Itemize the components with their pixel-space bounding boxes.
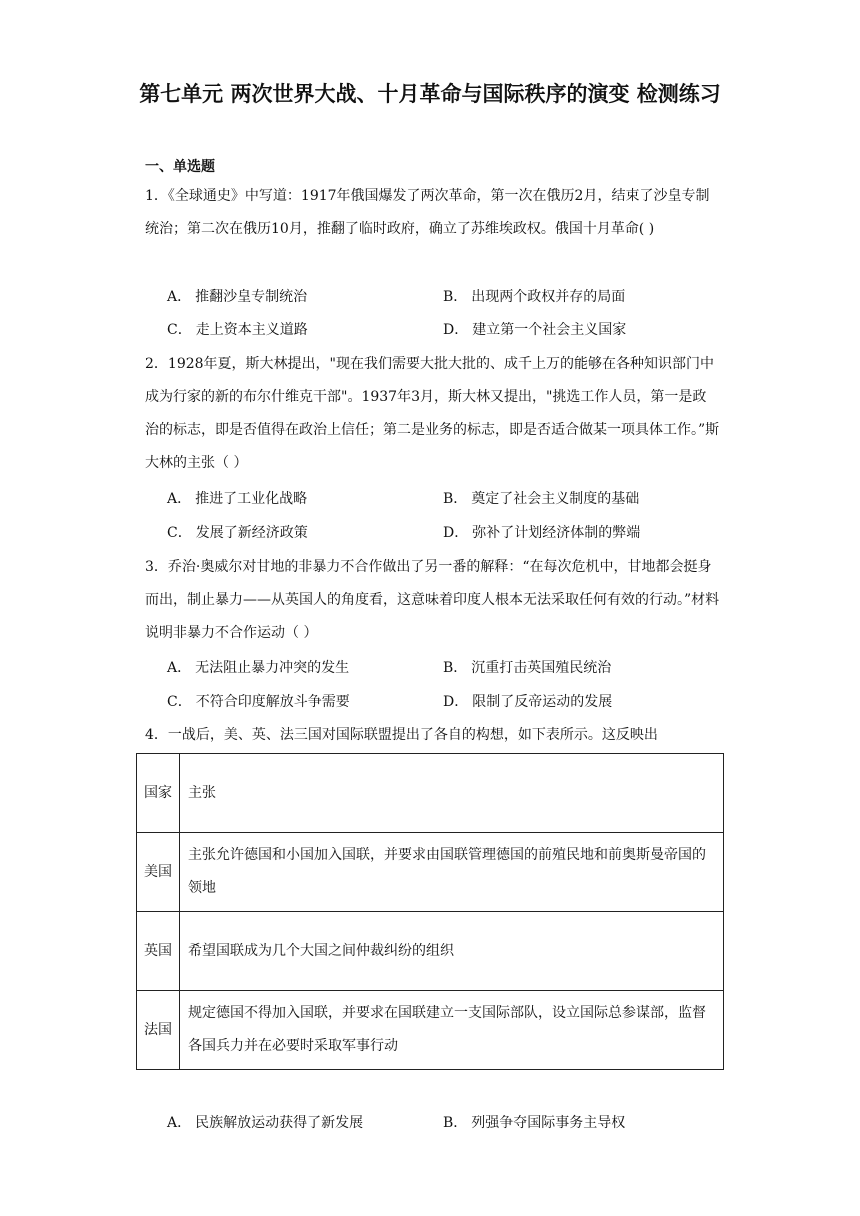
claim-cell: 规定德国不得加入国联，并要求在国联建立一支国际部队，设立国际总参谋部，监督各国兵力并在必要时采取军事行动: [180, 991, 724, 1070]
table-row: [137, 991, 724, 1070]
question-3-option-a: [167, 658, 349, 678]
option-text: 推进了工业化战略: [195, 491, 308, 507]
option-letter: C．: [167, 322, 192, 338]
option-text: 奠定了社会主义制度的基础: [471, 491, 640, 507]
option-text: 限制了反帝运动的发展: [472, 694, 613, 710]
option-letter: B．: [443, 289, 468, 305]
header-claim-cell: 主张: [180, 754, 724, 833]
question-1-option-d: [443, 320, 626, 340]
option-text: 走上资本主义道路: [195, 322, 308, 338]
question-1-stem: 1．《全球通史》中写道：1917年俄国爆发了两次革命，第一次在俄历2月，结束了沙皇专制统治；第二次在俄历10月，推翻了临时政府，确立了苏维埃政权。俄国十月革命( ): [145, 188, 710, 237]
page-title: 第七单元 两次世界大战、十月革命与国际秩序的演变 检测练习: [139, 82, 721, 106]
question-4-stem: 4．一战后，美、英、法三国对国际联盟提出了各自的构想，如下表所示。这反映出: [145, 727, 658, 743]
table-row: [137, 912, 724, 991]
country-cell: 法国: [137, 991, 180, 1070]
option-text: 发展了新经济政策: [195, 525, 308, 541]
option-letter: B．: [443, 1115, 468, 1131]
country-cell: 美国: [137, 833, 180, 912]
section-heading: 一、单选题: [145, 159, 215, 175]
option-text: 沉重打击英国殖民统治: [471, 660, 612, 676]
claim-cell: 主张允许德国和小国加入国联，并要求由国联管理德国的前殖民地和前奥斯曼帝国的领地: [180, 833, 724, 912]
question-4-option-b: [443, 1113, 625, 1133]
question-3-option-d: [443, 692, 612, 712]
question-1-option-c: [167, 320, 308, 340]
question-2-option-d: [443, 523, 640, 543]
option-text: 推翻沙皇专制统治: [195, 289, 308, 305]
question-2-stem: 2．1928年夏，斯大林提出，"现在我们需要大批大批的、成千上万的能够在各种知识部门中成为行家的新的布尔什维克干部"。1937年3月，斯大林又提出，"挑选工作人员，第一是政治的标志，即是否值得在政治上信任；第二是业务的标志，即是否适合做某一项具体工作。”斯大林的主张（ ）: [145, 356, 720, 471]
option-text: 出现两个政权并存的局面: [471, 289, 626, 305]
option-text: 不符合印度解放斗争需要: [195, 694, 350, 710]
option-letter: C．: [167, 694, 192, 710]
question-4-option-a: [167, 1113, 363, 1133]
option-text: 列强争夺国际事务主导权: [471, 1115, 626, 1131]
question-2-option-a: [167, 489, 307, 509]
option-letter: B．: [443, 491, 468, 507]
question-1-option-a: [167, 287, 307, 307]
question-3-stem: 3．乔治·奥威尔对甘地的非暴力不合作做出了另一番的解释：“在每次危机中，甘地都会挺身而出，制止暴力——从英国人的角度看，这意味着印度人根本无法采取任何有效的行动。”材料说明非暴力不合作运动（ ）: [145, 559, 720, 641]
option-letter: A．: [167, 1115, 192, 1131]
option-text: 民族解放运动获得了新发展: [195, 1115, 364, 1131]
header-country-cell: 国家: [137, 754, 180, 833]
table-row: [137, 833, 724, 912]
option-letter: C．: [167, 525, 192, 541]
option-text: 弥补了计划经济体制的弊端: [472, 525, 641, 541]
option-letter: B．: [443, 660, 468, 676]
option-letter: D．: [443, 694, 469, 710]
question-1-option-b: [443, 287, 625, 307]
option-letter: A．: [167, 491, 192, 507]
country-cell: 英国: [137, 912, 180, 991]
proposals-table: [136, 753, 724, 1070]
question-2-option-b: [443, 489, 639, 509]
claim-cell: 希望国联成为几个大国之间仲裁纠纷的组织: [180, 912, 724, 991]
table-header-row: [137, 754, 724, 833]
option-letter: D．: [443, 525, 469, 541]
question-2-option-c: [167, 523, 308, 543]
option-letter: A．: [167, 660, 192, 676]
option-letter: D．: [443, 322, 469, 338]
question-3-option-b: [443, 658, 611, 678]
question-3-option-c: [167, 692, 350, 712]
option-letter: A．: [167, 289, 192, 305]
option-text: 无法阻止暴力冲突的发生: [195, 660, 350, 676]
option-text: 建立第一个社会主义国家: [472, 322, 627, 338]
